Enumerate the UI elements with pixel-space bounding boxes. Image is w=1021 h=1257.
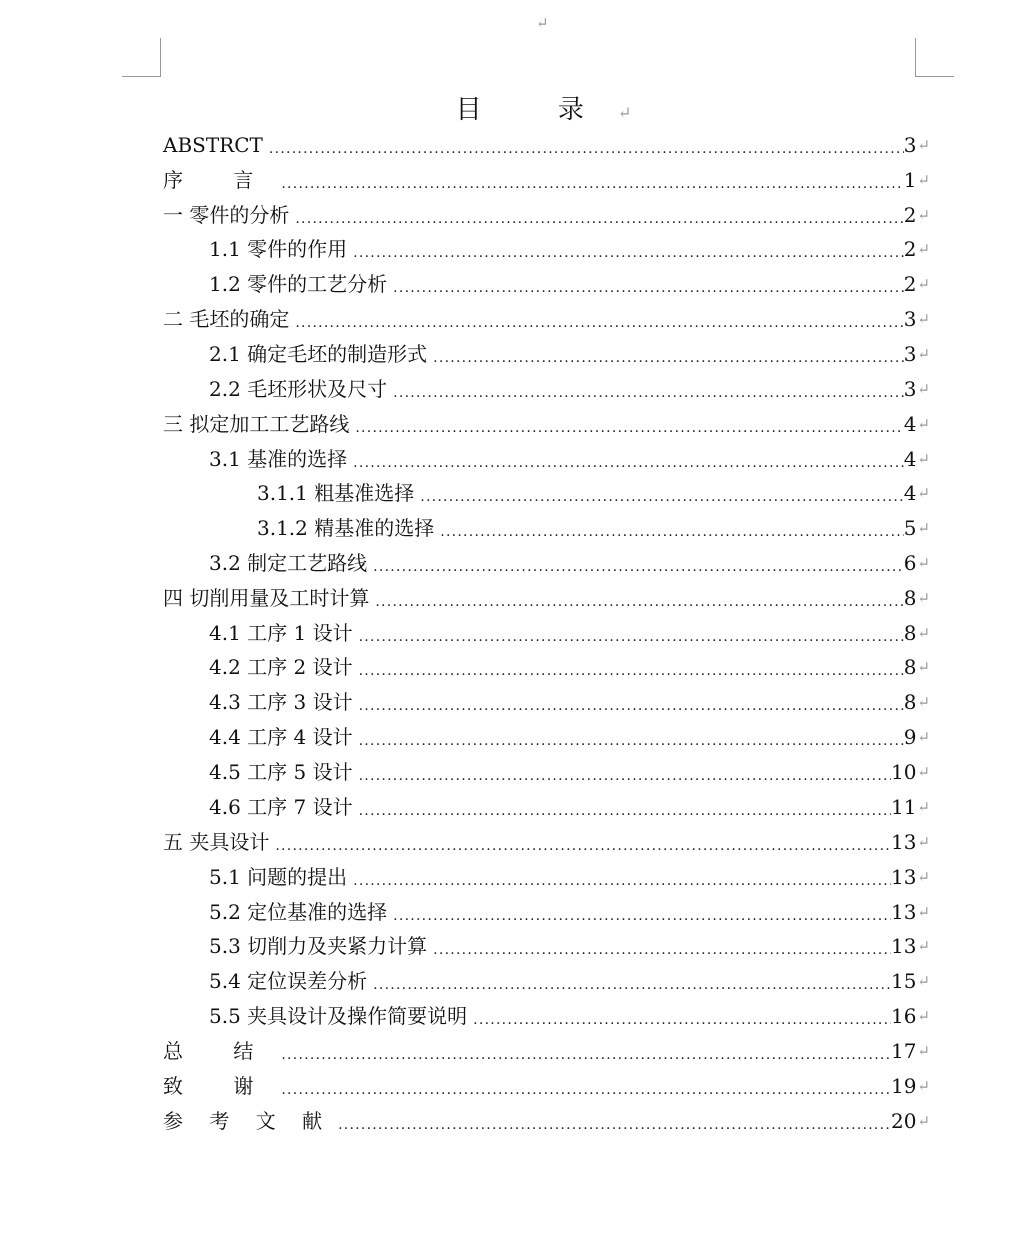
toc-entry[interactable]: 总 结 . . . 17 ↵: [163, 1034, 930, 1069]
margin-corner-top-left: [122, 38, 161, 77]
toc-entry[interactable]: 4.2 工序 2 设计 . . . 8 ↵: [209, 650, 930, 685]
toc-entry[interactable]: 5.1 问题的提出 . . . 13 ↵: [209, 860, 930, 895]
toc-entry[interactable]: 五 夹具设计 . . . 13 ↵: [163, 825, 930, 860]
toc-entry[interactable]: 3.1.1 粗基准选择 . . . 4 ↵: [257, 476, 930, 511]
toc-title-text: 目 录: [455, 95, 618, 125]
toc-entry[interactable]: 二 毛坯的确定 . . . 3 ↵: [163, 302, 930, 337]
margin-corner-top-right: [915, 38, 954, 77]
toc-entry[interactable]: 3.2 制定工艺路线 . . . 6 ↵: [209, 546, 930, 581]
toc-entry[interactable]: 5.3 切削力及夹紧力计算 . . . 13 ↵: [209, 929, 930, 964]
toc-entry[interactable]: 5.2 定位基准的选择 . . . 13 ↵: [209, 895, 930, 930]
toc-entry[interactable]: 四 切削用量及工时计算 . . . 8 ↵: [163, 581, 930, 616]
toc-entry[interactable]: 三 拟定加工工艺路线 . . . 4 ↵: [163, 407, 930, 442]
toc-entry[interactable]: 3.1.2 精基准的选择 . . . 5 ↵: [257, 511, 930, 546]
toc-entry[interactable]: 致 谢 . . . 19 ↵: [163, 1069, 930, 1104]
page-break-mark: ↵: [536, 14, 549, 32]
toc-entry[interactable]: 参 考 文 献 . . . 20 ↵: [163, 1104, 930, 1139]
toc-entry[interactable]: 5.4 定位误差分析 . . . 15 ↵: [209, 964, 930, 999]
toc-entry[interactable]: ABSTRCT . . . 3 ↵: [163, 128, 930, 163]
toc-entry[interactable]: 2.1 确定毛坯的制造形式 . . . 3 ↵: [209, 337, 930, 372]
paragraph-mark: ↵: [617, 103, 632, 122]
toc-entry[interactable]: 4.1 工序 1 设计 . . . 8 ↵: [209, 616, 930, 651]
toc-entry[interactable]: 1.1 零件的作用 . . . 2 ↵: [209, 232, 930, 267]
toc-entry[interactable]: 4.4 工序 4 设计 . . . 9 ↵: [209, 720, 930, 755]
toc-entry[interactable]: 3.1 基准的选择 . . . 4 ↵: [209, 442, 930, 477]
toc-entry[interactable]: 1.2 零件的工艺分析 . . . 2 ↵: [209, 267, 930, 302]
toc-entry[interactable]: 4.3 工序 3 设计 . . . 8 ↵: [209, 685, 930, 720]
toc-entry[interactable]: 5.5 夹具设计及操作简要说明 . . . 16 ↵: [209, 999, 930, 1034]
toc-entry[interactable]: 4.5 工序 5 设计 . . . 10 ↵: [209, 755, 930, 790]
toc-entry[interactable]: 一 零件的分析 . . . 2 ↵: [163, 198, 930, 233]
toc-entry[interactable]: 4.6 工序 7 设计 . . . 11 ↵: [209, 790, 930, 825]
toc-title: [0, 90, 1021, 130]
toc-entry[interactable]: 序 言 . . . 1 ↵: [163, 163, 930, 198]
toc-entry[interactable]: 2.2 毛坯形状及尺寸 . . . 3 ↵: [209, 372, 930, 407]
